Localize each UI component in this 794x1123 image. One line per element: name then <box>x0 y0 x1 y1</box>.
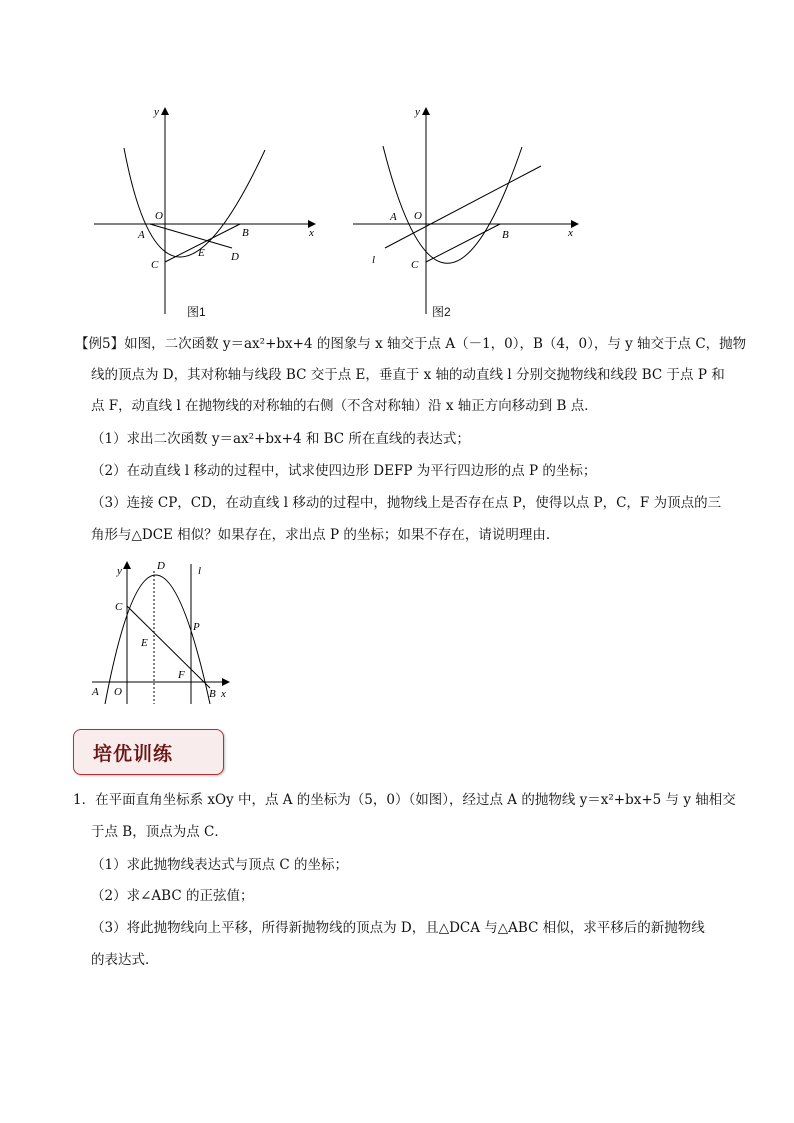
figure-1 <box>90 100 330 325</box>
label-y: y <box>117 565 122 577</box>
problem-1-line-1: 1．在平面直角坐标系 xOy 中，点 A 的坐标为（5，0）（如图），经过点 A 的抛物线 y＝x²+bx+5 与 y 轴相交 <box>73 792 736 808</box>
segment-cb <box>426 224 500 262</box>
label-f: F <box>178 669 185 681</box>
label-e: E <box>198 247 205 259</box>
label-b: B <box>209 688 216 700</box>
example-5-question-3-line-2: 角形与△DCE 相似？如果存在，求出点 P 的坐标；如果不存在，请说明理由． <box>91 527 560 543</box>
label-c: C <box>151 259 159 271</box>
example-5-line-3: 点 F，动直线 l 在抛物线的对称轴的右侧（不含对称轴）沿 x 轴正方向移动到 B 点． <box>91 398 598 414</box>
example-5-question-2: （2）在动直线 l 移动的过程中，试求使四边形 DEFP 为平行四边形的点 P 的坐标； <box>91 463 597 479</box>
label-b: B <box>502 229 509 241</box>
figure-3 <box>88 556 238 706</box>
example-5-line-1: 【例5】如图，二次函数 y＝ax²+bx+4 的图象与 x 轴交于点 A（－1，0），B（4，0），与 y 轴交于点 C，抛物 <box>75 336 747 352</box>
section-badge <box>73 729 224 775</box>
label-x: x <box>309 227 314 239</box>
label-d: D <box>157 560 165 572</box>
parabola <box>383 146 522 263</box>
label-c: C <box>411 259 419 271</box>
label-o: O <box>114 686 122 698</box>
label-a: A <box>390 211 397 223</box>
label-b: B <box>242 227 249 239</box>
label-l: l <box>198 565 202 577</box>
section-badge-label: 培优训练 <box>93 743 174 765</box>
label-c: C <box>115 601 123 613</box>
label-x: x <box>221 688 226 700</box>
label-p: P <box>193 621 200 633</box>
figure-2 <box>345 100 590 325</box>
problem-1-question-1: （1）求此抛物线表达式与顶点 C 的坐标； <box>91 857 349 873</box>
example-5-line-2: 线的顶点为 D，其对称轴与线段 BC 交于点 E，垂直于 x 轴的动直线 l 分别交抛物线和线段 BC 于点 P 和 <box>91 367 725 383</box>
label-l: l <box>372 254 376 266</box>
label-x: x <box>568 227 573 239</box>
label-d: D <box>231 251 239 263</box>
label-a: A <box>138 229 145 241</box>
parabola <box>105 575 210 704</box>
line-l <box>385 166 541 248</box>
parabola <box>124 148 265 257</box>
figure-1-caption: 图1 <box>187 305 206 319</box>
segment-cb <box>127 606 210 688</box>
label-a: A <box>92 686 99 698</box>
figure-2-caption: 图2 <box>432 305 451 319</box>
problem-1-question-3-line-2: 的表达式． <box>91 952 159 968</box>
label-o: O <box>414 210 422 222</box>
label-o: O <box>155 210 163 222</box>
example-5-question-1: （1）求出二次函数 y＝ax²+bx+4 和 BC 所在直线的表达式； <box>91 431 470 447</box>
label-y: y <box>154 106 159 118</box>
example-5-question-3-line-1: （3）连接 CP，CD，在动直线 l 移动的过程中，抛物线上是否存在点 P，使得以点 P，C，F 为顶点的三 <box>91 495 722 511</box>
segment-ad <box>150 224 232 248</box>
label-e: E <box>141 637 148 649</box>
problem-1-line-2: 于点 B，顶点为点 C． <box>91 824 228 840</box>
label-y: y <box>415 106 420 118</box>
problem-1-question-2: （2）求∠ABC 的正弦值； <box>91 888 254 904</box>
problem-1-question-3-line-1: （3）将此抛物线向上平移，所得新抛物线的顶点为 D，且△DCA 与△ABC 相似，求平移后的新抛物线 <box>91 920 705 936</box>
